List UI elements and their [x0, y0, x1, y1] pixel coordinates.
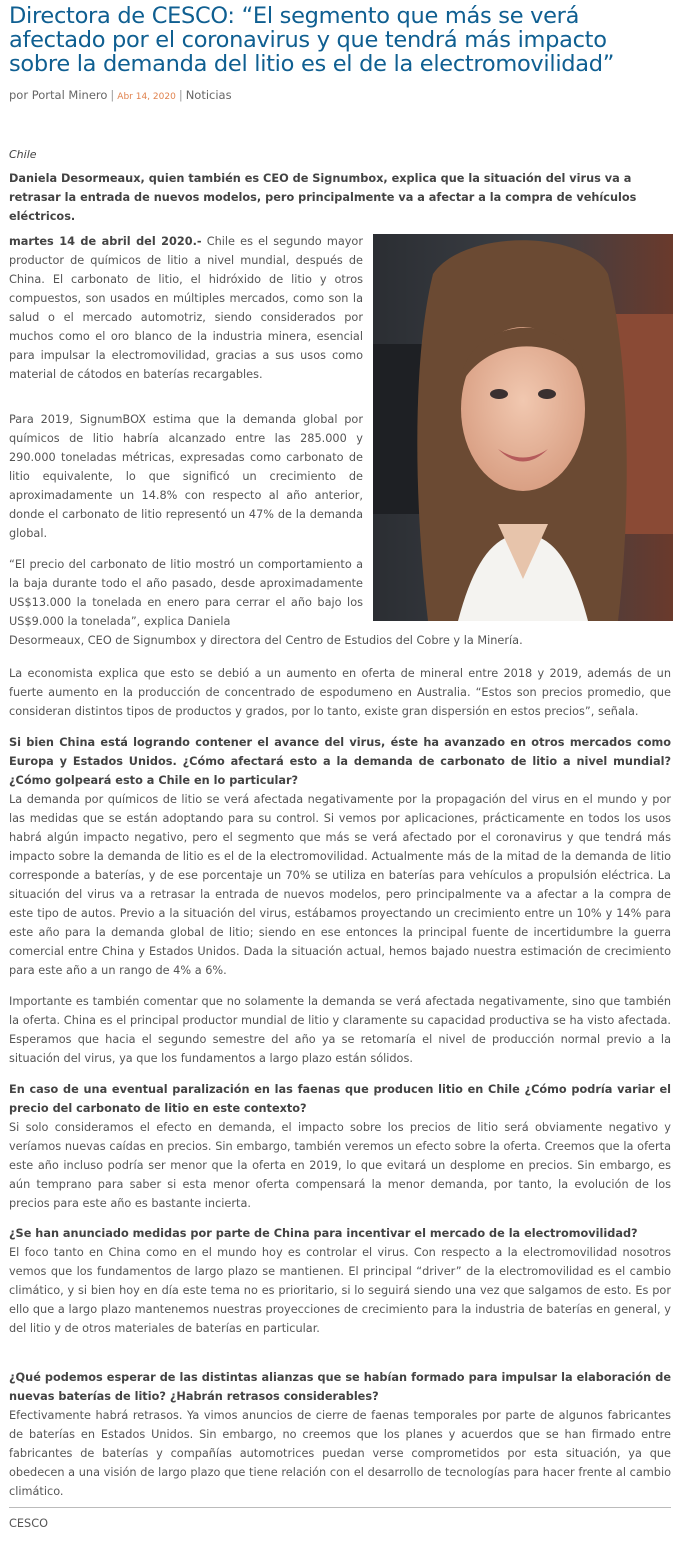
question-4: ¿Qué podemos esperar de las distintas alianzas que se habían formado para impulsar la elaboración de nuevas baterías de litio? ¿Habrán retrasos considerables?: [9, 1371, 671, 1403]
price-quote-text: “El precio del carbonato de litio mostró un comportamiento a la baja durante todo el año pasado, desde aproximadamente US$13.000 la tonelada en enero para cerrar el año bajo los US$9.000 la tonelada”, explica Daniela: [9, 558, 363, 628]
intro-paragraph: [9, 232, 363, 384]
category-link[interactable]: Noticias: [185, 88, 232, 102]
title-line-1: Directora de CESCO: “El segmento que más se verá: [9, 3, 580, 29]
title-line-2: afectado por el coronavirus y que tendrá más impacto: [9, 27, 607, 53]
qa-block-2: [9, 1080, 671, 1213]
qa-block-3: [9, 1224, 671, 1338]
intro-date: martes 14 de abril del 2020.-: [9, 235, 202, 248]
question-2: En caso de una eventual paralización en las faenas que producen litio en Chile ¿Cómo podría variar el precio del carbonato de litio en este contexto?: [9, 1083, 671, 1115]
author-link[interactable]: por Portal Minero: [9, 88, 108, 102]
paragraph-supply: Importante es también comentar que no solamente la demanda se verá afectada negativamente, sino que también la oferta. China es el principal productor mundial de litio y claramente su capacidad productiva se ha visto afectada. Esperamos que hacia el segundo semestre del año ya se retomaría el nivel de producción normal previo a la situación del virus, ya que los fundamentos a largo plazo están sólidos.: [9, 995, 671, 1065]
intro-text: Chile es el segundo mayor productor de químicos de litio a nivel mundial, después de China. El carbonato de litio, el hidróxido de litio y otros compuestos, son usados en múltiples mercados, como son la salud o el mercado automotriz, siendo considerados por muchos como el oro blanco de la industria minera, esencial para impulsar la electromovilidad, gracias a sus usos como material de cátodos en baterías recargables.: [9, 235, 363, 381]
article-lead: Daniela Desormeaux, quien también es CEO de Signumbox, explica que la situación del virus va a retrasar la entrada de nuevos modelos, pero principalmente va a afectar a la compra de vehículos eléctricos.: [9, 172, 637, 223]
answer-3: El foco tanto en China como en el mundo hoy es controlar el virus. Con respecto a la electromovilidad nosotros vemos que los fundamentos de largo plazo se mantienen. El principal “driver” de la electromovilidad es el cambio climático, y si bien hoy en día este tema no es prioritario, si lo seguirá siendo una vez que salgamos de esto. Es por ello que a largo plazo mantenemos nuestras proyecciones de crecimiento para la industria de baterías en general, y del litio y de otros materiales de baterías en particular.: [9, 1246, 671, 1335]
country-label: Chile: [9, 148, 37, 161]
price-quote-attribution: Desormeaux, CEO de Signumbox y directora del Centro de Estudios del Cobre y la Minería.: [9, 634, 523, 647]
paragraph-economist: La economista explica que esto se debió a un aumento en oferta de mineral entre 2018 y 2019, además de un fuerte aumento en la producción de concentrado de espodumeno en Australia. “Estos son precios promedio, que consideran distintos tipos de productos y grados, por lo tanto, existe gran dispersión en estos precios”, señala.: [9, 667, 671, 718]
post-meta: por Portal Minero | Abr 14, 2020 | Noticias: [9, 88, 232, 102]
answer-1: La demanda por químicos de litio se verá afectada negativamente por la propagación del virus en el mundo y por las medidas que se están adoptando para su control. Si vemos por aplicaciones, prácticamente en todos los usos habrá algún impacto negativo, pero el segmento que más se verá afectado por el coronavirus y que tendrá más impacto sobre la demanda de litio es el de la electromovilidad. Actualmente más de la mitad de la demanda de litio corresponde a baterías, y de ese porcentaje un 70% se utiliza en baterías para vehículos a propulsión eléctrica. La situación del virus va a retrasar la entrada de nuevos modelos, pero principalmente va a afectar a la compra de este tipo de autos. Previo a la situación del virus, estábamos proyectando un crecimiento entre un 10% y 14% para este año para la demanda global de litio; siendo en ese entonces la principal fuente de incertidumbre la guerra comercial entre China y Estados Unidos. Dada la situación actual, hemos bajado nuestra estimación de crecimiento para este año a un rango de 4% a 6%.: [9, 793, 671, 977]
question-3: ¿Se han anunciado medidas por parte de China para incentivar el mercado de la electromovilidad?: [9, 1227, 638, 1240]
paragraph-price-quote: [9, 555, 669, 650]
qa-block-1: [9, 733, 671, 980]
qa-block-4: [9, 1368, 671, 1501]
answer-4: Efectivamente habrá retrasos. Ya vimos anuncios de cierre de faenas temporales por parte de algunos fabricantes de baterías en Estados Unidos. Sin embargo, no creemos que los planes y acuerdos que se han firmado entre fabricantes de baterías y compañías automotrices puedan verse comprometidos por esta situación, ya que obedecen a una visión de largo plazo que tiene relación con el desarrollo de tecnologías para hacer frente al cambio climático.: [9, 1409, 671, 1498]
question-1: Si bien China está logrando contener el avance del virus, éste ha avanzado en otros mercados como Europa y Estados Unidos. ¿Cómo afectará esto a la demanda de carbonato de litio a nivel mundial? ¿Cómo golpeará esto a Chile en lo particular?: [9, 736, 671, 787]
post-date: Abr 14, 2020: [117, 92, 176, 102]
source-label: CESCO: [9, 1517, 48, 1530]
title-line-3: sobre la demanda del litio es el de la electromovilidad”: [9, 51, 615, 77]
article-title: [9, 4, 679, 76]
footer-divider: [9, 1507, 671, 1508]
answer-2: Si solo consideramos el efecto en demanda, el impacto sobre los precios de litio será obviamente negativo y veríamos nuevas caídas en precios. Sin embargo, también veremos un efecto sobre la oferta. Creemos que la oferta este año incluso podría ser menor que la oferta en 2019, lo que evitará un desplome en precios. Sin embargo, es aún temprano para saber si esta menor oferta compensará la menor demanda, por tanto, la evolución de los precios para este año es bastante incierta.: [9, 1121, 671, 1210]
paragraph-demand: Para 2019, SignumBOX estima que la demanda global por químicos de litio habría alcanzado entre las 285.000 y 290.000 toneladas métricas, expresadas como carbonato de litio equivalente, lo que significó un crecimiento de aproximadamente un 14.8% con respecto al año anterior, donde el carbonato de litio representó un 47% de la demanda global.: [9, 413, 363, 540]
